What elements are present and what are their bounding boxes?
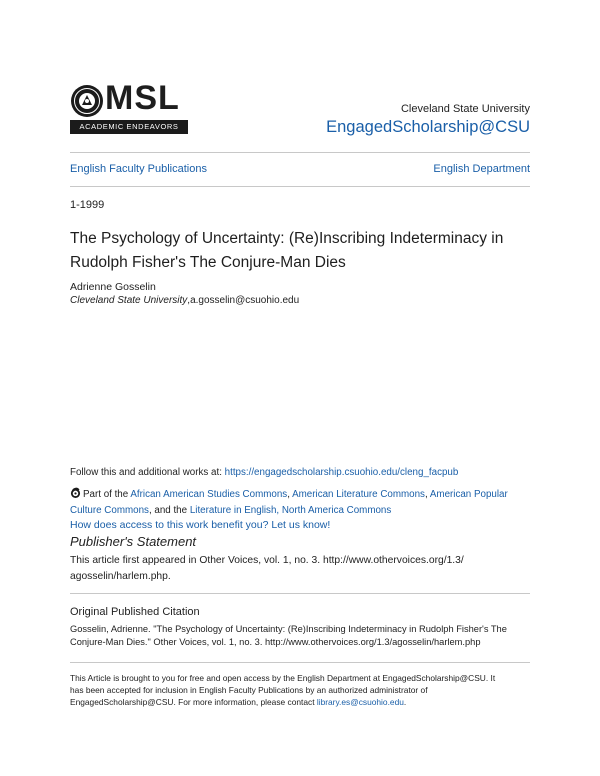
publisher-statement <box>70 553 530 585</box>
access-notice-text: EngagedScholarship@CSU. For more information, please contact <box>70 697 317 707</box>
divider <box>70 186 530 187</box>
divider <box>70 662 530 663</box>
open-access-icon <box>70 487 81 498</box>
follow-label: Follow this and additional works at: <box>70 467 225 478</box>
access-notice-end: . <box>403 697 407 707</box>
author-email: a.gosselin@csuohio.edu <box>190 295 300 306</box>
logo-band: ACADEMIC ENDEAVORS <box>70 120 188 134</box>
citation-heading: Original Published Citation <box>70 606 200 618</box>
access-notice-line <box>70 696 532 708</box>
part-of-prefix: Part of the <box>83 489 131 500</box>
repository-link[interactable]: EngagedScholarship@CSU <box>326 118 530 136</box>
commons-link-american-popular-culture[interactable]: American Popular Culture Commons <box>70 489 508 516</box>
commons-link-african-american[interactable]: African American Studies Commons <box>130 489 288 500</box>
commons-link-literature-north-america[interactable]: Literature in English, North America Commons <box>189 505 392 516</box>
nav-faculty-publications-link[interactable]: English Faculty Publications <box>70 163 207 175</box>
citation-line: Conjure-Man Dies." Other Voices, vol. 1, no. 3. http://www.othervoices.org/1.3/agosselin/harlem.php <box>70 637 481 647</box>
contact-email-link[interactable]: library.es@csuohio.edu <box>316 697 404 707</box>
affiliation-name: Cleveland State University <box>70 295 188 306</box>
access-notice-line: has been accepted for inclusion in English Faculty Publications by an authorized administrator of <box>70 685 428 695</box>
publication-date: 1-1999 <box>70 199 105 211</box>
part-of-line: Part of the African American Studies Commons, American Literature Commons, American Popular Culture Commons, and the Literature in English, North America Commons <box>70 489 508 516</box>
divider <box>70 593 530 594</box>
follow-line <box>70 467 458 478</box>
seal-icon <box>70 84 104 118</box>
feedback-link[interactable]: How does access to this work benefit you? Let us know! <box>70 519 331 531</box>
publisher-statement-line: agosselin/harlem.php. <box>70 571 171 582</box>
part-of-and: , and the <box>148 505 190 516</box>
publisher-statement-line: This article first appeared in Other Voices, vol. 1, no. 3. http://www.othervoices.org/1.3/ <box>70 555 464 566</box>
publisher-statement-heading: Publisher's Statement <box>70 534 197 549</box>
citation-line: Gosselin, Adrienne. "The Psychology of Uncertainty: (Re)Inscribing Indeterminacy in Rudolph Fisher's The <box>70 624 507 634</box>
author-name: Adrienne Gosselin <box>70 281 156 293</box>
msl-logo <box>70 79 188 136</box>
citation-text <box>70 623 532 649</box>
access-notice <box>70 672 532 708</box>
author-affiliation: Cleveland State University,a.gosselin@csuohio.edu <box>70 295 300 306</box>
access-notice-line: This Article is brought to you for free and open access by the English Department at EngagedScholarship@CSU. It <box>70 673 496 683</box>
article-title: The Psychology of Uncertainty: (Re)Inscribing Indeterminacy in Rudolph Fisher's The Conjure-Man Dies <box>70 230 504 271</box>
divider <box>70 152 530 153</box>
logo-wordmark: MSL <box>105 79 180 117</box>
commons-link-american-literature[interactable]: American Literature Commons <box>292 489 425 500</box>
university-name: Cleveland State University <box>400 103 530 115</box>
collection-url-link[interactable]: https://engagedscholarship.csuohio.edu/cleng_facpub <box>224 467 459 478</box>
nav-department-link[interactable]: English Department <box>433 163 530 175</box>
